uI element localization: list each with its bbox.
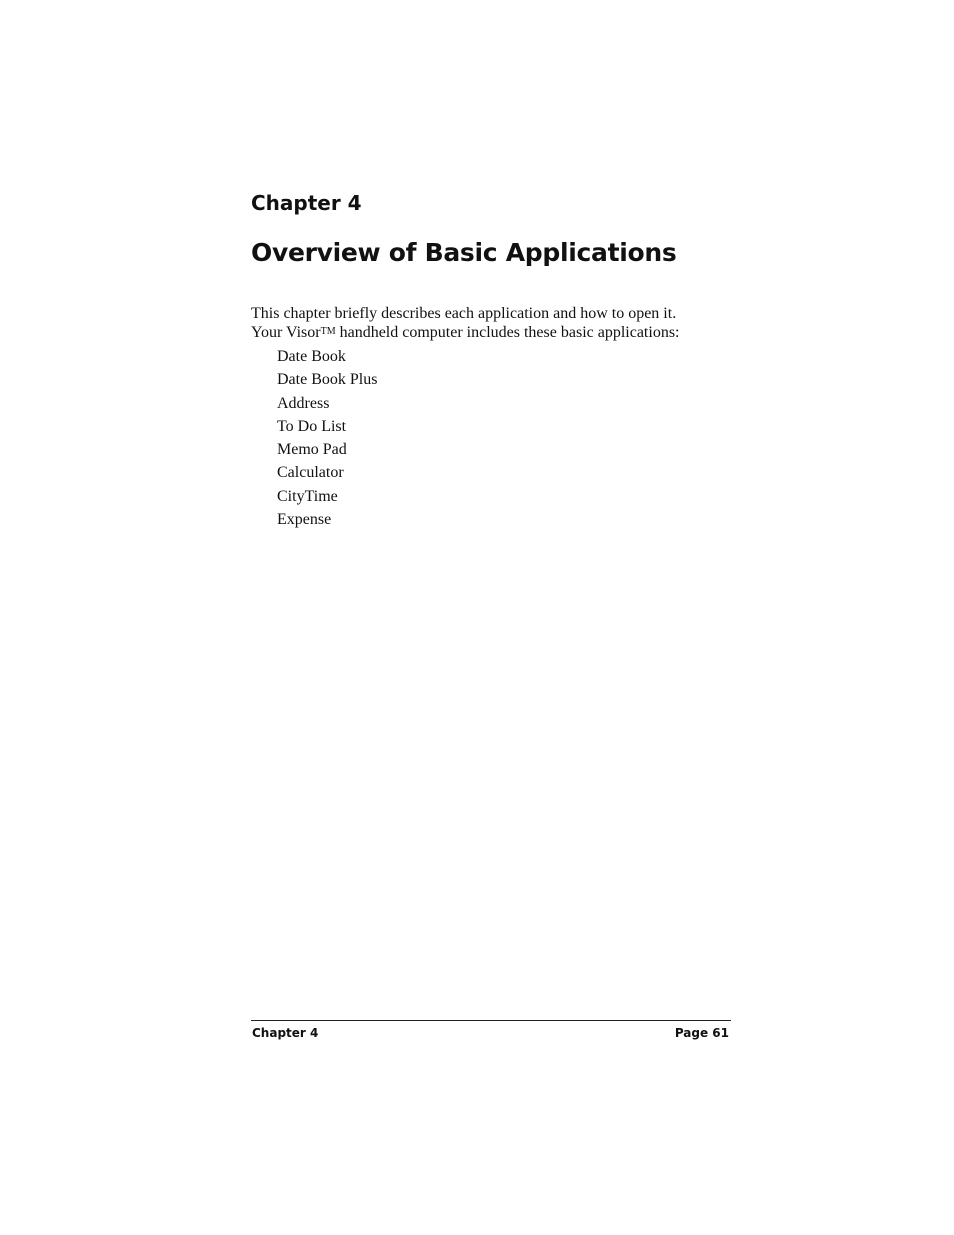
list-item-to-do-list: To Do List <box>277 417 347 435</box>
intro-line-2-end: handheld computer includes these basic applications: <box>335 324 680 341</box>
list-item-memo-pad: Memo Pad <box>277 441 347 459</box>
list-item-date-book-plus: Date Book Plus <box>277 371 378 389</box>
application-list <box>277 346 377 532</box>
list-item-citytime: CityTime <box>277 487 338 505</box>
footer-divider <box>251 1020 731 1021</box>
list-item-expense: Expense <box>277 511 332 529</box>
footer-page-number: Page 61 <box>674 1026 729 1040</box>
intro-line-2-start: Your Visor <box>251 324 321 341</box>
chapter-label: Chapter 4 <box>251 191 362 215</box>
trademark-symbol: TM <box>320 326 336 337</box>
list-item-date-book: Date Book <box>277 348 346 365</box>
list-item-calculator: Calculator <box>277 464 344 482</box>
intro-paragraph <box>251 305 731 342</box>
intro-line-1: This chapter briefly describes each application and how to open it. <box>251 305 677 322</box>
footer-chapter: Chapter 4 <box>252 1026 319 1040</box>
page-title: Overview of Basic Applications <box>251 238 677 267</box>
list-item-address: Address <box>277 394 330 412</box>
